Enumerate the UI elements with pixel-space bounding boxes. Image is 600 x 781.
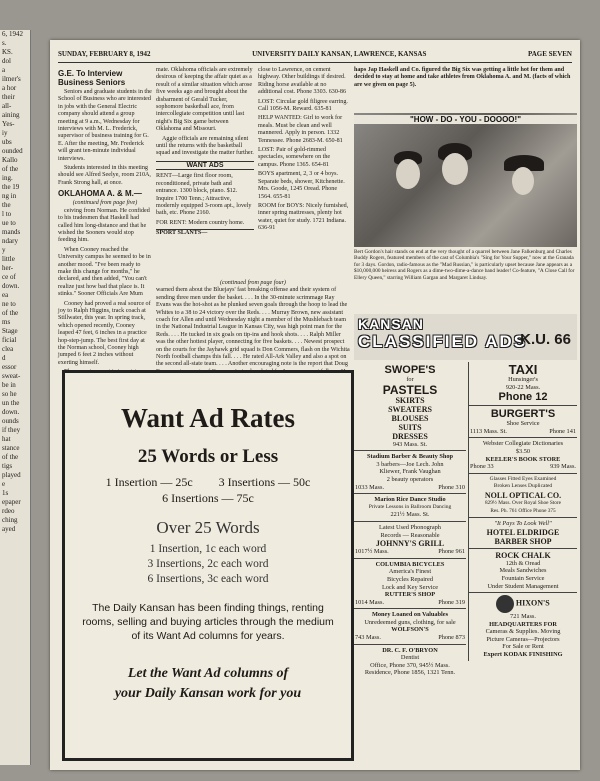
adjacent-page-fragment: clea: [2, 345, 14, 353]
ad-columbia-bicycles: [354, 559, 466, 610]
adjacent-page-fragment: ounded: [2, 147, 23, 155]
ad-text: Latest Used Phonograph: [379, 523, 441, 531]
sport-slants-article: [156, 280, 350, 366]
ad-name: BURGERT'S: [490, 408, 556, 421]
adjacent-page-fragment: e: [2, 480, 6, 488]
ad-text: Fountain Service: [501, 574, 545, 582]
adjacent-page-fragment: ms: [2, 318, 11, 326]
ad-text: Residence, Phone 1856, 1321 Tenn.: [364, 669, 456, 677]
ad-text: Meals Sandwiches: [499, 567, 547, 575]
ad-swopes: [354, 362, 466, 451]
adjacent-page-fragment: un the: [2, 399, 20, 407]
adjacent-page-fragment: epaper: [2, 498, 21, 506]
headline-oklahoma: OKLAHOMA A. & M.—: [58, 189, 142, 199]
adjacent-page-fragment: little: [2, 255, 15, 263]
ad-text: Broken Lenses Duplicated: [493, 483, 553, 490]
over-25-subtitle: Over 25 Words: [156, 518, 260, 537]
adjacent-page-fragment: essor: [2, 363, 17, 371]
ad-text: Unredeemed guns, clothing, for sale: [364, 618, 456, 626]
article-paragraph: When Cooney reached the University campus he seemed to be in another mood. "I've been ready to make this change for months," he declared, and then added, "You can't realize just how bad that place is. It stinks." Sooner Officials Are Mum: [58, 246, 151, 298]
adjacent-page-fragment: Stage: [2, 327, 18, 335]
want-ad-paragraph: The Daily Kansan has been finding things, renting rooms, selling and buying articles through the medium of its Want Ad columns for years.: [82, 602, 334, 642]
adjacent-page-fragment: of the: [2, 453, 19, 461]
adjacent-page-fragment: ficial: [2, 336, 17, 344]
adjacent-page-fragment: played: [2, 471, 21, 479]
classified-ad: BOYS apartment, 2, 3 or 4 boys. Separate beds, shower, Kitchenette. Mrs. Goode, 1245 Oread. Phone 1564. 655-81: [258, 171, 345, 200]
adjacent-page-fragment: their: [2, 93, 15, 101]
movie-still-photo: [354, 113, 577, 247]
ad-name: DR. C. F. O'BRYON: [382, 646, 438, 654]
ad-phone: Phone 12: [498, 391, 548, 404]
ad-text: 2 beauty operators: [386, 475, 434, 483]
ad-address: 1113 Mass. St.: [470, 427, 507, 435]
adjacent-page-fragment: a hor: [2, 84, 17, 92]
ad-item: SUITS: [398, 422, 422, 432]
adjacent-page-fragment: her-: [2, 264, 14, 272]
article-paragraph: Students interested in this meeting should see Alfred Seelye, room 210A, Frank Strong hall, at once.: [58, 165, 151, 186]
adjacent-page-fragment: ne to: [2, 300, 16, 308]
ad-name: SWOPE'S: [384, 364, 436, 376]
ad-phone: Phone 141: [549, 427, 576, 435]
ad-address: 221½ Mass. St.: [390, 511, 430, 519]
column-3: [258, 67, 350, 279]
adjacent-page-fragment: stance: [2, 444, 20, 452]
want-ad-slogan-2: your Daily Kansan work for you: [114, 686, 302, 701]
classified-ad: close to Lawrence, on cement highway. Other buildings if desired. Riding horse available at no additional cost. Phone 3303. 630-86: [258, 67, 347, 96]
ad-address: 939 Mass.: [550, 463, 576, 471]
classified-ad: LOST: Pair of gold-rimmed spectacles, somewhere on the campus. Phone 1365. 654-81: [258, 147, 331, 168]
adjacent-page-fragment: ue to: [2, 219, 16, 227]
want-ads-heading: WANT ADS: [156, 161, 254, 170]
face-shape: [442, 153, 468, 185]
ad-address: 1033 Mass.: [355, 483, 385, 491]
continued-note: (continued from page four): [220, 280, 286, 286]
ad-text: Res. Ph. 761 Office Phone 375: [490, 507, 556, 514]
adjacent-page-fragment: Yes-: [2, 120, 15, 128]
ad-text: Lock and Key Service: [381, 583, 439, 591]
ad-taxi: [469, 362, 577, 406]
article-paragraph: ceiving from Norman. He confided to his tradesmen that Haskell had called him long-distance and that he wished the Sooners would stop feeding him.: [58, 207, 150, 244]
ad-stadium-barber: [354, 451, 466, 494]
classified-ad: HELP WANTED: Girl to work for meals. Must be clean and well mannered. Apply in person. 1332 Tennessee. Phone 2683-M. 650-81: [258, 115, 343, 144]
rates-subtitle: 25 Words or Less: [137, 446, 279, 467]
ad-text: 3 barbers—Joe Lech. John: [376, 460, 444, 468]
ad-keelers: [469, 438, 577, 473]
rate-line: 3 Insertions, 2c each word: [147, 558, 269, 570]
adjacent-page-fragment: 1s: [2, 489, 9, 497]
ad-phone: Phone 873: [438, 634, 465, 642]
ad-phone: Phone 319: [438, 598, 465, 606]
banner-kansan: KANSAN: [358, 316, 424, 332]
ad-hixons: [469, 593, 577, 661]
ad-text: 920-22 Mass.: [505, 383, 541, 391]
adjacent-page-fragment: ndary: [2, 237, 18, 245]
adjacent-page-fragment: mands: [2, 228, 21, 236]
ad-text: Under Student Management: [487, 582, 559, 590]
ad-item: SWEATERS: [388, 404, 432, 414]
ad-burgerts: [469, 406, 577, 438]
classified-ad: RENT—Large first floor room, reconditioned, private bath and entrance. 1300 block, piano. $12. Inquire 1700 Tenn.; Attractive, modernly equipped 3-room apt., lovely bath, etc. Phone 2160.: [156, 173, 252, 217]
adjacent-page-fragment: s.: [2, 39, 7, 47]
ad-text: $3.50: [515, 447, 531, 455]
ad-address: 943 Mass. St.: [392, 440, 428, 448]
ad-text: Dentist: [400, 654, 420, 662]
article-paragraph: warned them about the Bluejays' fast breaking offense and their system of sending three men under the basket. . . . In the 30-minute scrimmage Ray Evans was the hot-shot as he plunked seven goals through the hoop to lead the Whites to a 38 to 24 victory over the Reds. . . . Murray Brown, new assistant coach for Allen and until Wednesday night a member of the Mushlebach team in the National Industrial League in Kansas City, was high point man for the Reds. . . . He tucked in six goals on tip-ins and hook shots. . . . Ralph Miller was the other hottest player, connecting for five baskets. . . . Newest prospect on the courts for the Jayhawk grid squad is Don Commers, flash on the Wichita North football champs this fall. . . . He rated All-Ark Valley and also a spot on the second all-state team. . . . Another encouraging note is the report that Doug: [156, 287, 350, 368]
want-ad-rates-title: Want Ad Rates: [120, 403, 296, 433]
ad-item: DRESSES: [392, 431, 428, 441]
photo-caption: Bert Gordon's hair stands on end at the very thought of a quarrel between Jane Falkenburg and Charles Buddy Rogers, featured members of the cast of Columbia's "Sing for Your Supper," now at the Granada for 3 days. Gordon, radio-famous as the "Mad Russian," is particularly upset because Jane appears as a $10,000,000 heiress and Rogers as a dime-two-dime-a-dance band leader! Co-feature, "A Close Call for Ellery Queen," starring William Gargan and Margaret Lindsay.: [354, 249, 575, 281]
ad-noll-optical: [469, 474, 577, 518]
adjacent-page-fragment: the 19: [2, 183, 20, 191]
adjacent-page-fragment: ounds: [2, 417, 19, 425]
adjacent-page-fragment: all-: [2, 102, 12, 110]
ad-item: BLOUSES: [391, 413, 429, 423]
adjacent-page-fragment: if they: [2, 426, 21, 434]
ad-name: JOHNNY'S GRILL: [375, 539, 445, 549]
ad-text: 829½ Mass. Over Royal Shoe Store: [484, 499, 562, 506]
header-page-number: PAGE SEVEN: [527, 50, 572, 58]
ad-text: for: [406, 376, 414, 383]
adjacent-page-fragment: rdeo: [2, 507, 15, 515]
ad-text: Records — Reasonable: [380, 531, 440, 539]
ad-name: Marion Rice Dance Studio: [374, 496, 446, 504]
adjacent-page-fragment: so he: [2, 390, 17, 398]
adjacent-page-fragment: l to: [2, 210, 12, 218]
ad-phone: Phone 33: [470, 463, 494, 471]
adjacent-page-fragment: d: [2, 354, 6, 362]
ad-text: Hunsinger's: [508, 376, 538, 383]
ad-text: 12th & Oread: [505, 559, 541, 567]
adjacent-page-fragment: aining: [2, 111, 20, 119]
ad-text: Picture Cameras—Projectors: [486, 635, 560, 643]
article-paragraph: Aggie officials are remaining silent until the returns with the basketball squad and investigate the matter further.: [156, 135, 254, 157]
ads-column-right: [468, 362, 577, 661]
adjacent-page-fragment: ilmer's: [2, 75, 21, 83]
ad-address: 1014 Mass.: [355, 598, 385, 606]
ad-phone: Phone 961: [438, 548, 465, 556]
article-paragraph: haps Jap Haskell and Co. figured the Big Six was getting a little hot for them and decided to stay at home and take athletes from Oklahoma A. and M. (facts of which are we given on page 5).: [354, 67, 571, 88]
rate-line: 6 Insertions — 75c: [162, 491, 254, 505]
ad-name: COLUMBIA BICYCLES: [375, 560, 445, 568]
ad-address: 1017½ Mass.: [355, 548, 389, 556]
ad-text: Money Loaned on Valuables: [371, 611, 449, 619]
adjacent-page-fragment: ayed: [2, 525, 16, 533]
sport-slants-heading: SPORT SLANTS—: [156, 229, 254, 237]
want-ad-slogan-1: Let the Want Ad columns of: [127, 666, 289, 681]
banner-classified-ads: CLASSIFIED ADS: [358, 332, 528, 351]
ad-address: 721 Mass.: [510, 613, 536, 621]
ad-name: PASTELS: [382, 382, 438, 397]
adjacent-page-fragment: ing.: [2, 174, 13, 182]
ad-wolfsons: [354, 609, 466, 644]
ad-text: HEADQUARTERS FOR: [489, 620, 557, 628]
adjacent-page-fragment: tigs: [2, 462, 13, 470]
column-1: [58, 67, 152, 367]
ad-johnnys-grill: [354, 522, 466, 559]
continued-note: (continued from page five): [72, 200, 138, 207]
classified-ad: FOR RENT: Modern country home.: [156, 219, 245, 226]
adjacent-page-fragment: dol: [2, 57, 11, 65]
adjacent-page-fragment: ce of: [2, 273, 16, 281]
ad-phone: Phone 310: [438, 483, 465, 491]
ad-text: Bicycles Repaired: [387, 575, 433, 583]
adjacent-page-fragment: ching: [2, 516, 18, 524]
ad-text: Shoe Service: [506, 420, 540, 428]
ad-name: WOLFSON'S: [391, 626, 429, 634]
adjacent-page-fragment: hat: [2, 435, 11, 443]
rate-line: 1 Insertion, 1c each word: [149, 543, 267, 555]
adjacent-page-fragment: ea: [2, 291, 9, 299]
headline-ge-interview: G.E. To Interview Business Seniors: [58, 69, 126, 87]
rate-line: 6 Insertions, 3c each word: [147, 573, 269, 585]
adjacent-page-fragment: of the: [2, 165, 19, 173]
newspaper-page: [50, 40, 580, 770]
ad-hotel-eldridge: [469, 518, 577, 549]
article-paragraph: mate. Oklahoma officials are extremely desirous of keeping the affair quiet as a result of a similar situation which arose five weeks ago and brought about the disbarment of Gerald Tucker, sophomore basketball ace, from intercollegiate competition until last night's Big Six game between Oklahoma and Missouri.: [156, 67, 253, 133]
ad-text: BARBER SHOP: [494, 536, 552, 546]
adjacent-page-fragment: Kallo: [2, 156, 18, 164]
adjacent-page-fragment: down.: [2, 282, 20, 290]
adjacent-page-fragment: be in: [2, 381, 16, 389]
ad-address: 743 Mass.: [355, 634, 381, 642]
classified-ad: ROOM for BOYS: Nicely furnished, inner spring mattresses, plenty hot water, quiet for study. 1721 Indiana. 636-91: [258, 202, 349, 232]
ad-name: HIXON'S: [515, 598, 550, 608]
banner-ku-phone: K.U. 66: [520, 331, 571, 348]
ad-item: SKIRTS: [395, 395, 425, 405]
adjacent-page-fragment: y: [2, 246, 6, 254]
adjacent-page-edge: [0, 30, 31, 765]
ad-text: For Sale or Rent: [502, 643, 544, 651]
ad-name: NOLL OPTICAL CO.: [484, 490, 562, 500]
ad-name: Stadium Barber & Beauty Shop: [367, 453, 453, 461]
ad-text: America's Finest: [388, 568, 432, 576]
column-2: [156, 67, 254, 289]
adjacent-page-fragment: iy: [2, 129, 8, 137]
adjacent-page-fragment: KS.: [2, 48, 13, 56]
adjacent-page-fragment: a: [2, 66, 6, 74]
ad-name: ROCK CHALK: [495, 550, 551, 560]
ad-name: RUTTER'S SHOP: [384, 591, 436, 599]
classified-banner: [354, 314, 577, 360]
ad-name: TAXI: [508, 362, 538, 377]
article-paragraph: Cooney had proved a real source of joy to Ralph Higgins, track coach at Stillwater, this year. In spring track, which opened recently, Cooney leaped 47 feet, 6 inches in a practice hop-step-jump. The best first day at the Norman school, Cooney high jumped 6 feet 2 inches without exerting himself.: [58, 300, 151, 366]
ad-text: Expert KODAK FINISHING: [483, 651, 563, 659]
adjacent-page-fragment: ubs: [2, 138, 12, 146]
camera-logo-icon: [496, 595, 514, 613]
classified-ad: LOST: Circular gold filigree earring. Call 1056-M. Reward. 635-81: [258, 98, 348, 113]
adjacent-page-fragment: sweat-: [2, 372, 21, 380]
ad-text: Kliewer, Frank Vaughan: [379, 468, 441, 476]
ads-column-left: [354, 362, 466, 679]
ad-name: KEELER'S BOOK STORE: [485, 455, 561, 463]
want-ad-rates-box: [62, 370, 354, 761]
face-shape: [396, 159, 420, 189]
ad-dr-obryon: [354, 645, 466, 679]
adjacent-page-fragment: the: [2, 201, 11, 209]
ad-text: Private Lessons in Ballroom Dancing: [368, 503, 452, 510]
adjacent-page-fragment: ng in: [2, 192, 17, 200]
photo-title: "HOW - DO - YOU - DOOOO!": [354, 115, 577, 124]
page-header: [58, 50, 572, 63]
ad-marion-rice: [354, 494, 466, 522]
ad-text: Cameras & Supplies. Moving: [485, 628, 561, 636]
face-shape: [512, 167, 534, 195]
article-paragraph: Seniors and graduate students in the School of Business who are interested in jobs with the General Electric company should attend a group meeting at 9 a.m., Wednesday for interviews with M. L. Frederick, supervisor of business training for G. E. After the meeting, Mr. Frederick will grant ten-minute individual interviews.: [58, 89, 152, 162]
ad-name: HOTEL ELDRIDGE: [486, 527, 560, 537]
adjacent-page-fragment: down.: [2, 408, 20, 416]
header-date: SUNDAY, FEBRUARY 8, 1942: [58, 50, 151, 58]
rate-line: 1 Insertion — 25c: [105, 475, 193, 489]
adjacent-page-fragment: of the: [2, 309, 19, 317]
ad-text: Office, Phone 370, 945½ Mass.: [370, 661, 450, 669]
ad-text: Glasses Fitted Eyes Examined: [489, 475, 557, 482]
ad-text: Webster Collegiate Dictionaries: [482, 440, 564, 448]
header-masthead: UNIVERSITY DAILY KANSAN, LAWRENCE, KANSAS: [252, 50, 427, 58]
adjacent-page-fragment: 6, 1942: [2, 30, 23, 38]
top-right-article: [354, 67, 577, 111]
rate-line: 3 Insertions — 50c: [218, 475, 311, 489]
ad-text: "It Pays To Look Well": [494, 520, 552, 528]
ad-rock-chalk: [469, 549, 577, 593]
